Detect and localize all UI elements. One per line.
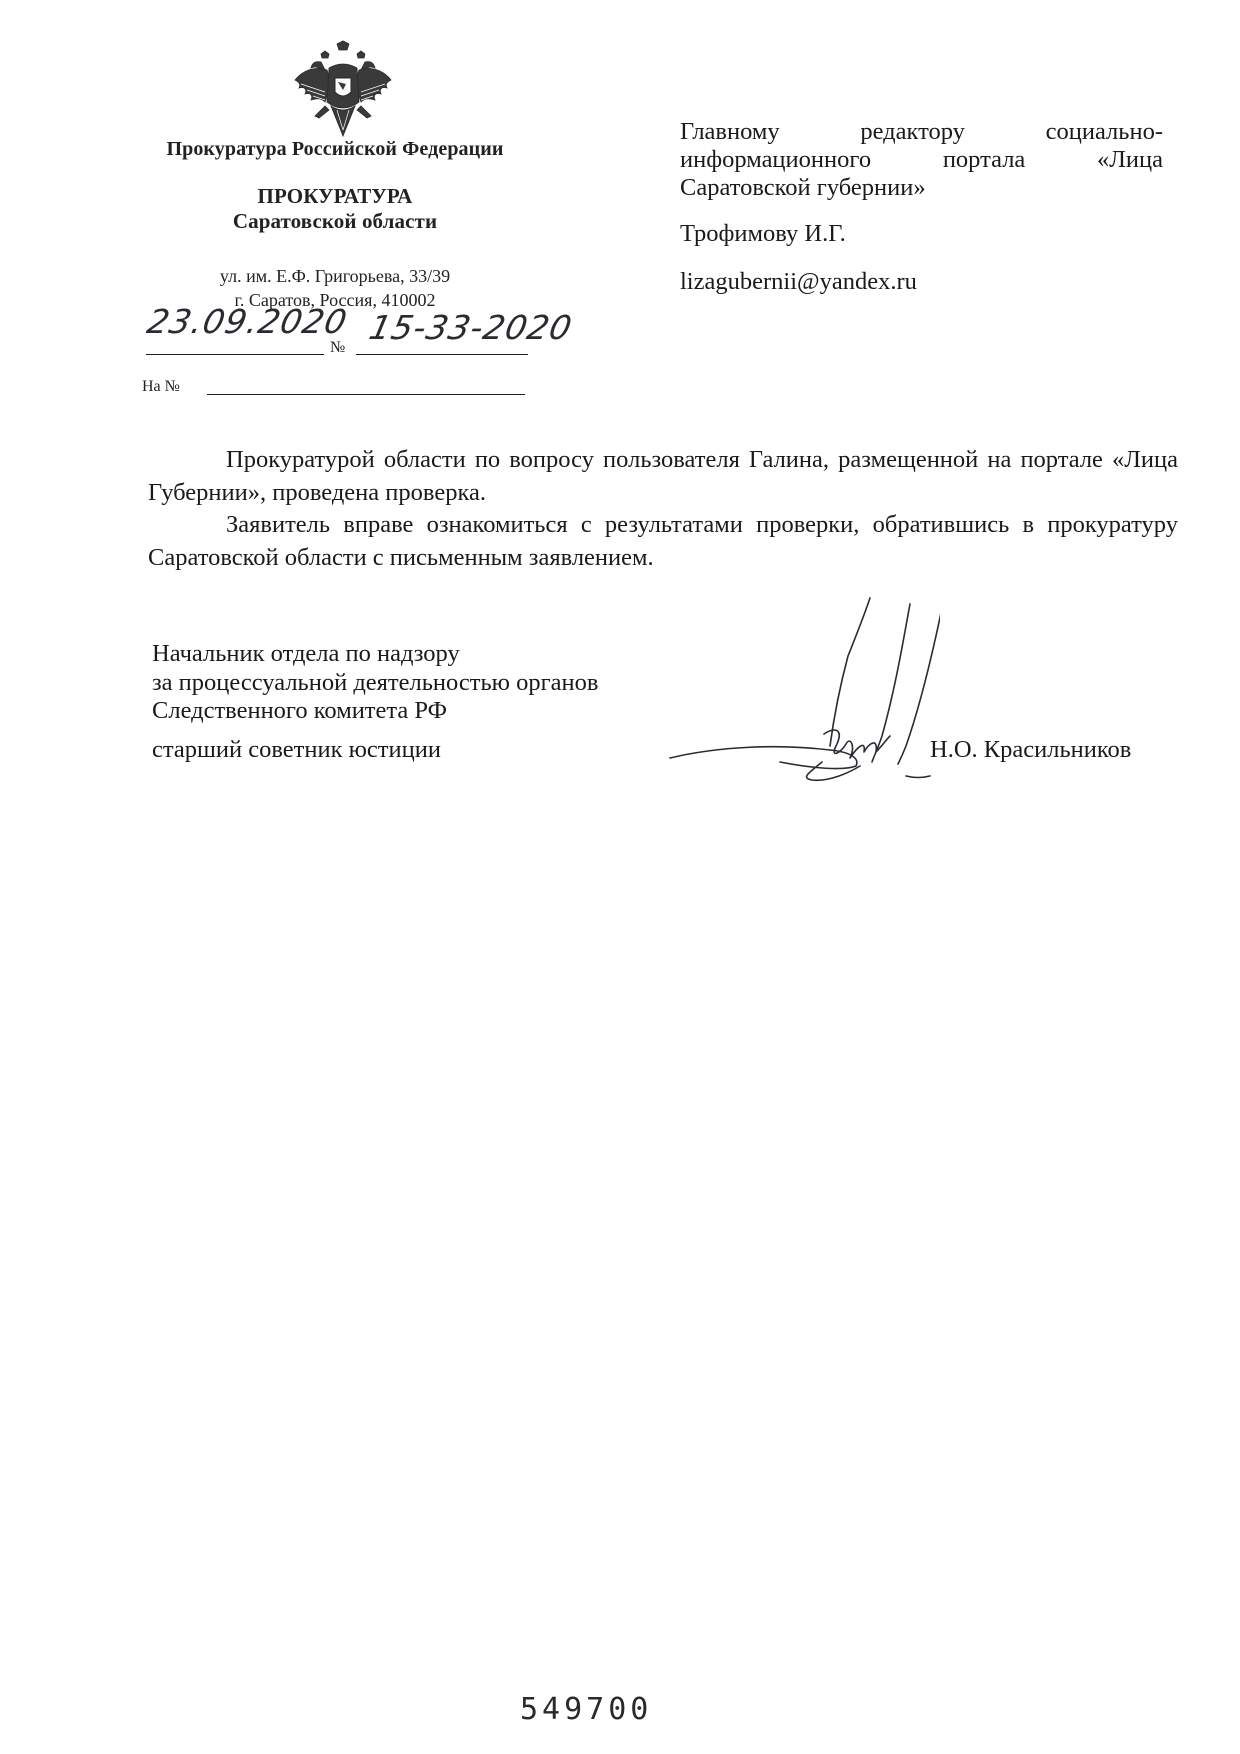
reference-underline [207,394,525,395]
handwritten-number: 15-33-2020 [365,308,576,347]
addressee-line3: Саратовской губернии» [680,174,926,201]
position-line-1: Начальник отдела по надзору [152,640,460,667]
org-address-line1: ул. им. Е.Ф. Григорьева, 33/39 [219,266,451,286]
date-underline [146,354,324,355]
position-line-3: Следственного комитета РФ [152,697,447,724]
signatory-rank: старший советник юстиции [152,736,441,763]
addressee-word: портала [942,146,1026,173]
addressee-email: lizagubernii@yandex.ru [680,268,917,295]
coat-of-arms-emblem [285,40,401,140]
number-sign: № [330,339,346,356]
addressee-word: информационного [680,146,872,173]
handwritten-date: 23.09.2020 [143,302,352,341]
body-paragraph-2: Заявитель вправе ознакомиться с результатами проверки, обратившись в прокуратуру Саратовской области с письменным заявлением. [148,511,1178,571]
signatory-position [152,640,712,726]
org-address-line2: г. Саратов, Россия, 410002 [234,290,436,310]
addressee-word: «Лица [1097,146,1163,173]
addressee-line2 [680,146,1163,174]
org-parent-name: Прокуратура Российской Федерации [166,138,504,160]
handwritten-signature [660,596,940,796]
position-line-2: за процессуальной деятельностью органов [152,668,599,696]
addressee-word: Главному [680,118,780,145]
addressee-word: социально- [1045,118,1163,145]
addressee-name: Трофимову И.Г. [680,220,846,247]
addressee-word: редактору [860,118,965,145]
reference-label: На № [142,378,180,395]
org-name-line1: ПРОКУРАТУРА [257,184,413,208]
number-underline [356,354,528,355]
letter-body [148,444,1178,574]
form-number: 549700 [520,1692,653,1727]
body-paragraph-1: Прокуратурой области по вопросу пользователя Галина, размещенной на портале «Лица Губернии», проведена проверка. [148,446,1178,506]
addressee-block [680,118,1163,202]
signatory-name: Н.О. Красильников [930,736,1132,763]
org-name-line2: Саратовской области [232,209,438,233]
addressee-line1 [680,118,1163,146]
